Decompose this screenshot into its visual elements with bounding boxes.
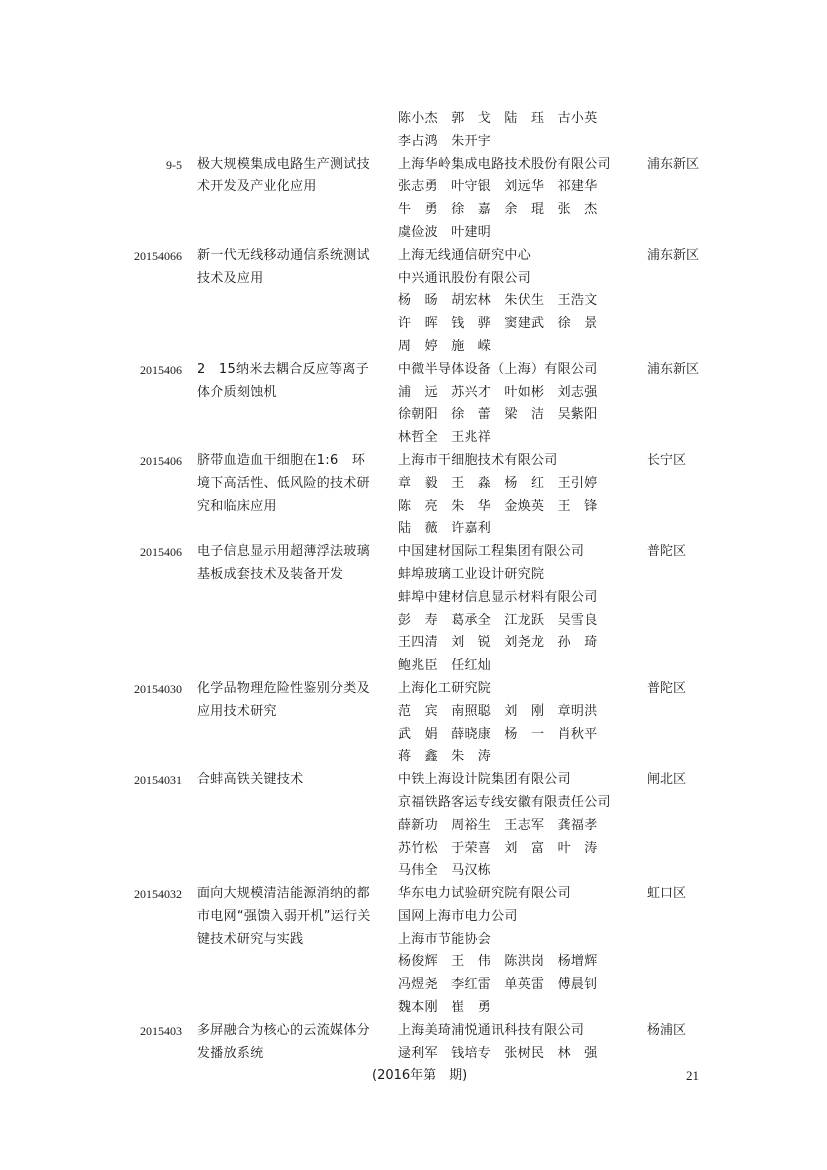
entry-row <box>0 997 827 1020</box>
contributor-names: 王四清 刘 锐 刘尧龙 孙 琦 <box>398 635 598 651</box>
organization-name: 上海化工研究院 <box>398 680 492 696</box>
district-name: 闸北区 <box>647 772 687 788</box>
contributor-names: 魏本刚 崔 勇 <box>398 1000 492 1016</box>
project-title-line: 技术及应用 <box>197 270 264 286</box>
contributor-names: 冯煜尧 李红雷 单英雷 傅晨钊 <box>398 977 598 993</box>
district-name: 杨浦区 <box>647 1022 687 1038</box>
organization-name: 京福铁路客运专线安徽有限责任公司 <box>398 794 611 810</box>
organization-name: 上海市节能协会 <box>398 931 492 947</box>
entry-row <box>0 906 827 929</box>
project-number: 9-5 <box>166 157 182 172</box>
project-number: 2015406 <box>140 362 182 377</box>
entry-row <box>0 336 827 359</box>
entry-row <box>0 496 827 519</box>
entry-row <box>0 131 827 154</box>
contributor-names: 徐朝阳 徐 蕾 梁 洁 吴紫阳 <box>398 407 598 423</box>
entry-row <box>0 404 827 427</box>
award-entry <box>0 245 827 359</box>
entry-row <box>0 701 827 724</box>
contributor-names: 薛新功 周裕生 王志军 龚福孝 <box>398 817 598 833</box>
project-title-line: 基板成套技术及装备开发 <box>197 566 344 582</box>
entry-row <box>0 838 827 861</box>
entry-row <box>0 815 827 838</box>
contributor-names: 陆 薇 许嘉利 <box>398 521 492 537</box>
entry-row <box>0 359 827 382</box>
district-name: 普陀区 <box>647 680 687 696</box>
entry-row <box>0 746 827 769</box>
entry-row <box>0 632 827 655</box>
district-name: 浦东新区 <box>647 156 700 172</box>
entry-row <box>0 427 827 450</box>
contributor-names: 虞俭波 叶建明 <box>398 224 492 240</box>
contributor-names: 牛 勇 徐 嘉 余 琨 张 杰 <box>398 202 598 218</box>
project-title-line: 多屏融合为核心的云流媒体分 <box>197 1022 370 1038</box>
organization-name: 上海无线通信研究中心 <box>398 247 532 263</box>
project-number: 2015406 <box>140 545 182 560</box>
project-number: 2015403 <box>140 1023 182 1038</box>
district-name: 长宁区 <box>647 452 687 468</box>
award-entry <box>0 359 827 450</box>
project-title-line: 合蚌高铁关键技术 <box>197 772 304 788</box>
entry-row <box>0 518 827 541</box>
contributor-names: 鲍兆臣 任红灿 <box>398 658 492 674</box>
entry-row <box>0 154 827 177</box>
organization-name: 上海华岭集成电路技术股份有限公司 <box>398 156 611 172</box>
contributor-names: 范 宾 南照聪 刘 刚 章明洪 <box>398 703 598 719</box>
entry-row <box>0 313 827 336</box>
contributor-names: 逯利军 钱培专 张树民 林 强 <box>398 1045 598 1061</box>
contributor-names: 彭 寿 葛承全 江龙跃 吴雪良 <box>398 612 598 628</box>
project-title-line: 体介质刻蚀机 <box>197 384 277 400</box>
project-title-line: 发播放系统 <box>197 1045 264 1061</box>
project-title-line: 新一代无线移动通信系统测试 <box>197 247 370 263</box>
district-name: 虹口区 <box>647 886 687 902</box>
contributor-names: 武 娟 薛晓康 杨 一 肖秋平 <box>398 726 598 742</box>
entry-row <box>0 929 827 952</box>
project-number: 20154031 <box>134 773 182 788</box>
award-list <box>0 108 827 1065</box>
contributor-names: 林哲全 王兆祥 <box>398 430 492 446</box>
entry-row <box>0 450 827 473</box>
contributor-names: 陈小杰 郭 戈 陆 珏 古小英 <box>398 111 598 126</box>
entry-row <box>0 268 827 291</box>
page-number: 21 <box>686 1068 699 1083</box>
entry-row <box>0 951 827 974</box>
project-title-line: 境下高活性、低风险的技术研 <box>197 475 370 491</box>
entry-row <box>0 678 827 701</box>
contributor-names: 蒋 鑫 朱 涛 <box>398 749 492 765</box>
project-title-line: 面向大规模清洁能源消纳的都 <box>197 886 370 902</box>
contributor-names: 浦 远 苏兴才 叶如彬 刘志强 <box>398 384 598 400</box>
entry-row <box>0 199 827 222</box>
entry-row <box>0 974 827 997</box>
award-entry <box>0 154 827 245</box>
project-number: 20154066 <box>134 248 182 263</box>
issue-label: (2016年第 期) <box>372 1068 468 1083</box>
entry-row <box>0 610 827 633</box>
award-entry <box>0 108 827 154</box>
project-title-line: 脐带血造血干细胞在1:6 环 <box>197 452 366 468</box>
contributor-names: 陈 亮 朱 华 金焕英 王 锋 <box>398 498 598 514</box>
entry-row <box>0 1043 827 1066</box>
entry-row <box>0 587 827 610</box>
project-number: 20154032 <box>134 887 182 902</box>
project-title-line: 究和临床应用 <box>197 498 277 514</box>
organization-name: 蚌埠中建材信息显示材料有限公司 <box>398 589 598 605</box>
entry-row <box>0 290 827 313</box>
entry-row <box>0 769 827 792</box>
entry-row <box>0 245 827 268</box>
project-title-line: 极大规模集成电路生产测试技 <box>197 156 370 172</box>
contributor-names: 章 毅 王 淼 杨 红 王引婷 <box>398 475 598 491</box>
organization-name: 中铁上海设计院集团有限公司 <box>398 772 571 788</box>
contributor-names: 杨 旸 胡宏林 朱伏生 王浩文 <box>398 293 598 309</box>
project-title-line: 术开发及产业化应用 <box>197 179 317 195</box>
organization-name: 中兴通讯股份有限公司 <box>398 270 532 286</box>
contributor-names: 李占鸿 朱开宇 <box>398 133 492 149</box>
organization-name: 中微半导体设备（上海）有限公司 <box>398 361 598 377</box>
district-name: 浦东新区 <box>647 247 700 263</box>
entry-row <box>0 860 827 883</box>
project-number: 20154030 <box>134 681 182 696</box>
entry-row <box>0 564 827 587</box>
project-title-line: 化学品物理危险性鉴别分类及 <box>197 680 370 696</box>
organization-name: 上海市干细胞技术有限公司 <box>398 452 558 468</box>
entry-row <box>0 883 827 906</box>
organization-name: 华东电力试验研究院有限公司 <box>398 886 571 902</box>
contributor-names: 马伟全 马汉栋 <box>398 863 492 879</box>
entry-row <box>0 108 827 131</box>
award-entry <box>0 541 827 678</box>
organization-name: 中国建材国际工程集团有限公司 <box>398 544 585 560</box>
organization-name: 国网上海市电力公司 <box>398 908 518 924</box>
entry-row <box>0 541 827 564</box>
entry-row <box>0 655 827 678</box>
entry-row <box>0 382 827 405</box>
page-footer <box>0 1066 827 1086</box>
contributor-names: 周 婷 施 嵘 <box>398 338 492 354</box>
contributor-names: 张志勇 叶守银 刘远华 祁建华 <box>398 179 598 195</box>
district-name: 浦东新区 <box>647 361 700 377</box>
organization-name: 蚌埠玻璃工业设计研究院 <box>398 566 545 582</box>
entry-row <box>0 473 827 496</box>
district-name: 普陀区 <box>647 544 687 560</box>
project-title-line: 电子信息显示用超薄浮法玻璃 <box>197 544 370 560</box>
award-entry <box>0 883 827 1020</box>
project-title-line: 市电网“强馈入弱开机”运行关 <box>197 908 371 924</box>
entry-row <box>0 222 827 245</box>
award-entry <box>0 678 827 769</box>
contributor-names: 许 晖 钱 骅 窦建武 徐 景 <box>398 316 598 332</box>
project-title-line: 应用技术研究 <box>197 703 277 719</box>
project-title-line: 2 15纳米去耦合反应等离子 <box>197 361 370 377</box>
project-title-line: 键技术研究与实践 <box>197 931 304 947</box>
project-number: 2015406 <box>140 453 182 468</box>
contributor-names: 苏竹松 于荣喜 刘 富 叶 涛 <box>398 840 598 856</box>
award-entry <box>0 1020 827 1066</box>
entry-row <box>0 1020 827 1043</box>
award-entry <box>0 450 827 541</box>
award-entry <box>0 769 827 883</box>
entry-row <box>0 792 827 815</box>
contributor-names: 杨俊辉 王 伟 陈洪岗 杨增辉 <box>398 954 598 970</box>
organization-name: 上海美琦浦悦通讯科技有限公司 <box>398 1022 585 1038</box>
entry-row <box>0 176 827 199</box>
entry-row <box>0 724 827 747</box>
